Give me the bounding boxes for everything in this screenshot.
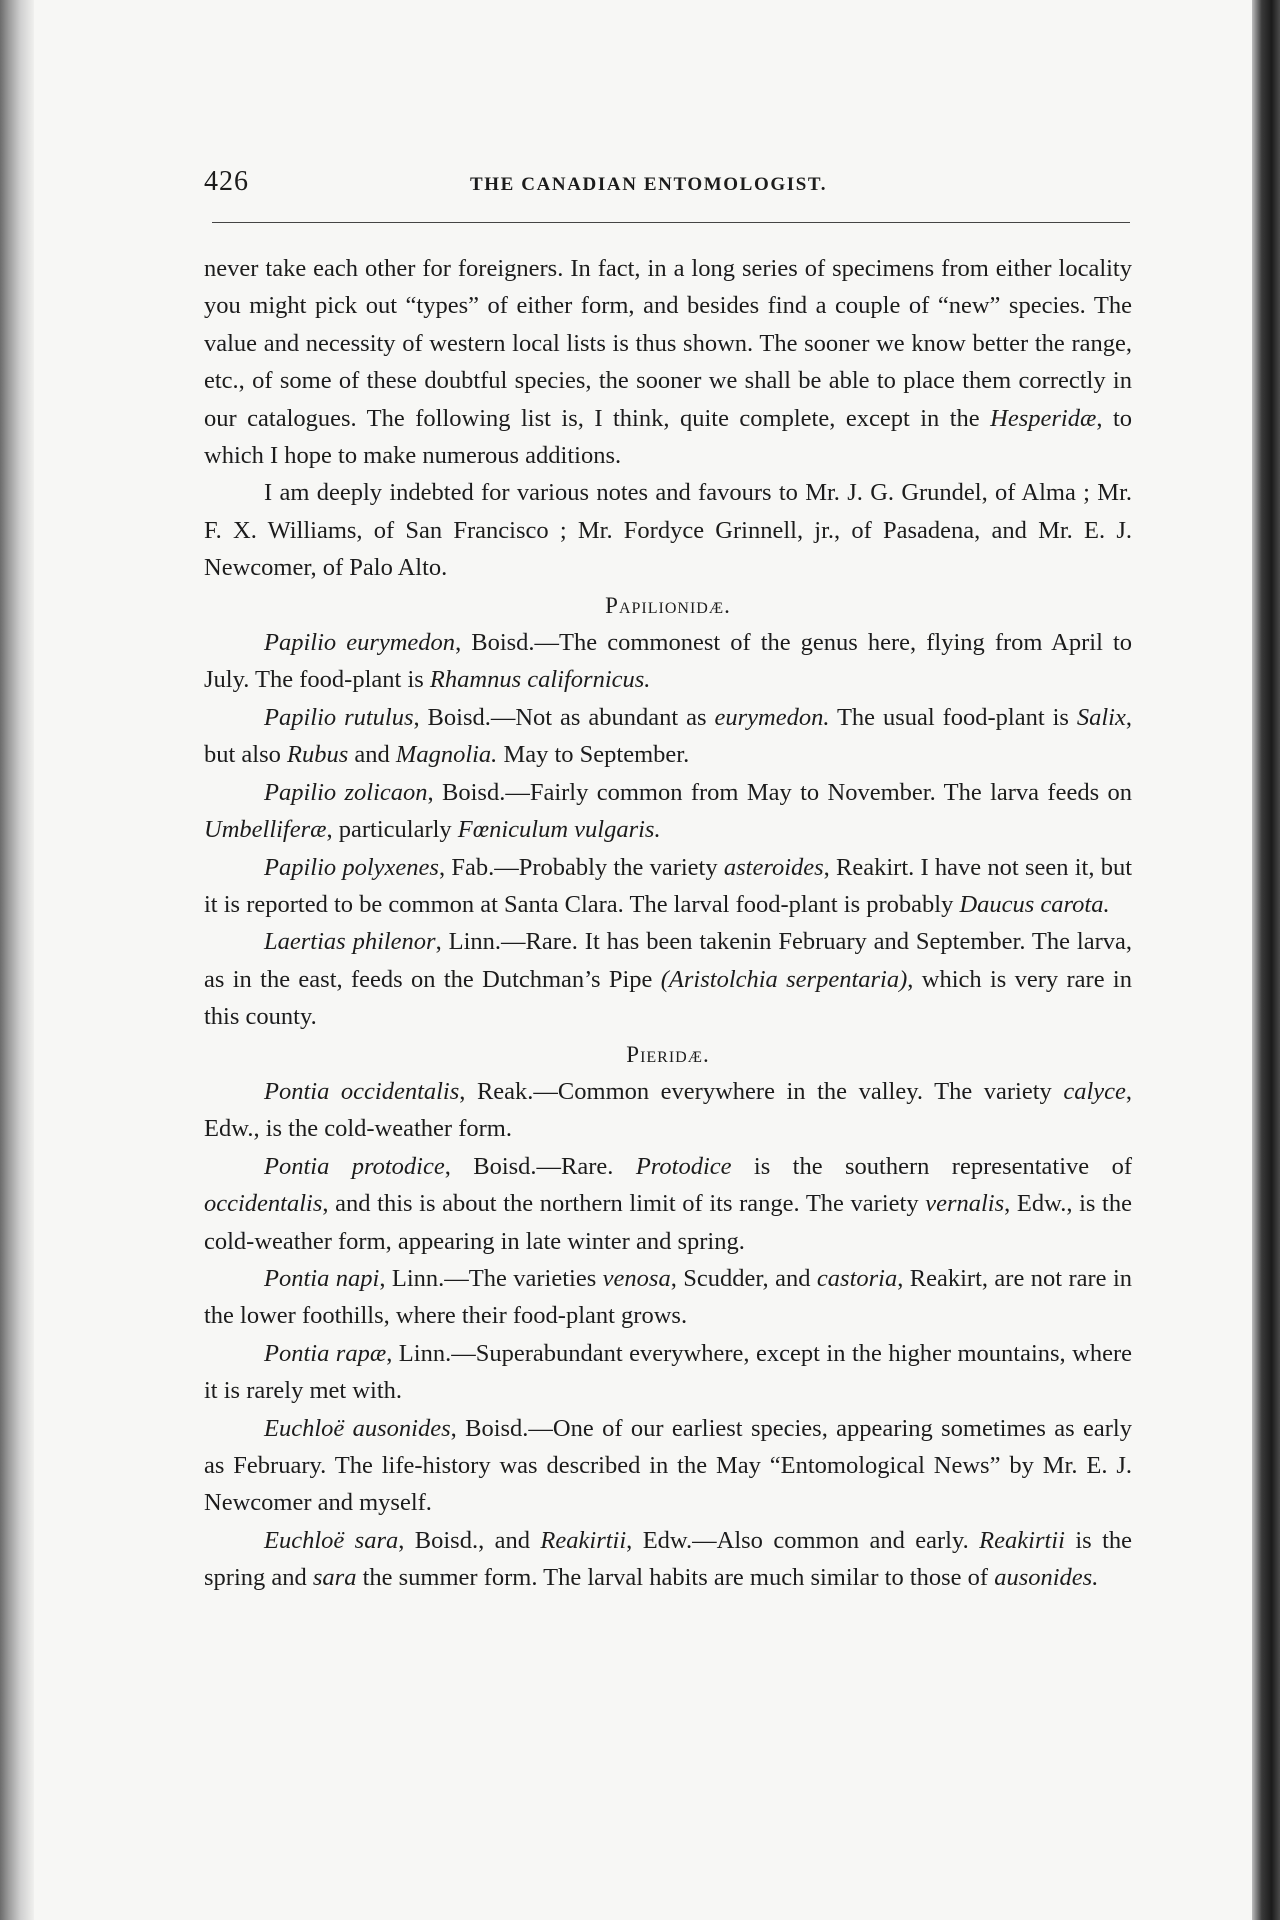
- italic-term: Reakirtii: [540, 1526, 627, 1554]
- italic-term: Papilio eurymedon: [264, 629, 456, 657]
- text-run: The usual food-plant is: [829, 703, 1077, 731]
- italic-term: ausonides.: [994, 1564, 1099, 1592]
- body-paragraph: [204, 1522, 1132, 1597]
- body-paragraph: [204, 250, 1132, 474]
- italic-term: venosa: [602, 1264, 671, 1292]
- italic-term: eurymedon.: [714, 703, 830, 731]
- text-run: , Scudder, and: [670, 1264, 817, 1292]
- text-run: is the southern representative of: [731, 1152, 1132, 1180]
- body-paragraph: [204, 849, 1132, 924]
- text-run: , Edw., is the cold-weather form, appearing in late winter and spring.: [204, 1190, 1132, 1255]
- body-paragraph: [204, 474, 1132, 586]
- text-run: is the spring and: [204, 1526, 1132, 1592]
- body-paragraph: [204, 624, 1132, 699]
- text-run: , Linn.—Rare. It has been takenin February and September. The larva, as in the east, feeds on the Dutchman’s Pipe: [204, 928, 1132, 993]
- text-run: , Boisd.—Not as abundant as: [413, 703, 715, 731]
- text-run: , and this is about the northern limit of its range. The variety: [322, 1190, 926, 1218]
- italic-term: Pontia napi: [264, 1264, 380, 1292]
- italic-term: Fœniculum vulgaris.: [457, 816, 661, 844]
- italic-term: Umbelliferæ: [204, 816, 327, 844]
- text-run: , Reak.—Common everywhere in the valley. The variety: [459, 1077, 1064, 1105]
- text-run: , Boisd.—One of our earliest species, appearing sometimes as early as February. The life-history was described in the May “Entomological News” by Mr. E. J. Newcomer and myself.: [204, 1414, 1132, 1517]
- italic-term: Rhamnus californicus.: [429, 666, 651, 694]
- page-binding-edge: [0, 0, 34, 1920]
- text-run: , Linn.—Superabundant everywhere, except in the higher mountains, where it is rarely met with.: [204, 1339, 1132, 1405]
- page-number: 426: [204, 166, 249, 197]
- italic-term: Papilio rutulus: [264, 703, 414, 731]
- italic-term: Salix: [1076, 703, 1126, 731]
- italic-term: Daucus carota.: [959, 890, 1110, 918]
- text-run: , Reakirt, are not rare in the lower foothills, where their food-plant grows.: [204, 1264, 1133, 1330]
- text-run: and: [348, 741, 396, 769]
- text-run: , but also: [204, 703, 1132, 769]
- italic-term: vernalis: [925, 1190, 1005, 1218]
- text-run: , Edw.—Also common and early.: [626, 1526, 980, 1554]
- text-run: , Reakirt. I have not seen it, but it is reported to be common at Santa Clara. The larval food-plant is probably: [204, 853, 1133, 918]
- italic-term: calyce: [1063, 1077, 1126, 1105]
- italic-term: Euchloë sara: [264, 1526, 399, 1554]
- text-run: , Edw., is the cold-weather form.: [204, 1077, 1133, 1143]
- italic-term: Magnolia.: [395, 741, 498, 769]
- italic-term: sara: [312, 1564, 357, 1592]
- text-run: , to which I hope to make numerous additions.: [204, 404, 1133, 470]
- section-heading: [204, 1036, 1132, 1073]
- page-right-edge: [1252, 0, 1280, 1920]
- text-run: , which is very rare in this county.: [204, 965, 1132, 1031]
- text-run: , Boisd.—Rare.: [444, 1152, 636, 1180]
- text-run: , Fab.—Probably the variety: [438, 853, 724, 881]
- italic-term: Pontia occidentalis: [264, 1077, 460, 1105]
- header-rule: [212, 222, 1130, 223]
- text-run: , Boisd.—Fairly common from May to November. The larva feeds on: [427, 778, 1132, 806]
- text-run: the summer form. The larval habits are much similar to those of: [356, 1564, 995, 1592]
- body-paragraph: [204, 1148, 1132, 1260]
- italic-term: asteroides: [723, 853, 824, 881]
- italic-term: Laertias philenor: [264, 928, 436, 956]
- text-run: , particularly: [326, 816, 458, 844]
- body-paragraph: [204, 1260, 1132, 1335]
- body-paragraph: [204, 923, 1132, 1035]
- body-paragraph: [204, 1410, 1132, 1522]
- body-paragraph: [204, 1335, 1132, 1410]
- italic-term: castoria: [816, 1264, 898, 1292]
- text-run: , Boisd., and: [398, 1526, 541, 1554]
- italic-term: occidentalis: [204, 1190, 323, 1218]
- text-run: Papilionidæ.: [605, 592, 731, 618]
- italic-term: Euchloë ausonides: [264, 1414, 451, 1442]
- section-heading: [204, 587, 1132, 624]
- italic-term: Rubus: [287, 741, 349, 769]
- body-paragraph: [204, 1073, 1132, 1148]
- italic-term: (Aristolchia serpentaria): [660, 965, 908, 993]
- text-run: I am deeply indebted for various notes and favours to Mr. J. G. Grundel, of Alma ; Mr. F. X. Williams, of San Francisco ; Mr. Fordyce Grinnell, jr., of Pasadena, and Mr. E. J. Newcomer, of Palo Alto.: [204, 479, 1132, 582]
- italic-term: Papilio polyxenes: [264, 853, 439, 881]
- italic-term: Pontia rapæ: [264, 1339, 387, 1367]
- text-run: May to September.: [497, 741, 690, 769]
- italic-term: Pontia protodice: [264, 1152, 445, 1180]
- italic-term: Papilio zolicaon: [264, 778, 428, 806]
- article-body: [204, 250, 1132, 1597]
- body-paragraph: [204, 774, 1132, 849]
- italic-term: Protodice: [635, 1152, 732, 1180]
- text-run: Pieridæ.: [626, 1041, 710, 1067]
- body-paragraph: [204, 699, 1132, 774]
- text-run: , Linn.—The varieties: [379, 1264, 603, 1292]
- italic-term: Reakirtii: [979, 1526, 1065, 1554]
- text-run: , Boisd.—The commonest of the genus here, flying from April to July. The food-plant is: [204, 629, 1132, 694]
- text-run: never take each other for foreigners. In fact, in a long series of specimens from either locality you might pick out “types” of either form, and besides find a couple of “new” species. The value and necessity of western local lists is thus shown. The sooner we know better the range, etc., of some of these doubtful species, the sooner we shall be able to place them correctly in our catalogues. The following list is, I think, quite complete, except in the: [204, 255, 1132, 432]
- italic-term: Hesperidæ: [990, 404, 1097, 432]
- running-head-title: THE CANADIAN ENTOMOLOGIST.: [470, 174, 828, 195]
